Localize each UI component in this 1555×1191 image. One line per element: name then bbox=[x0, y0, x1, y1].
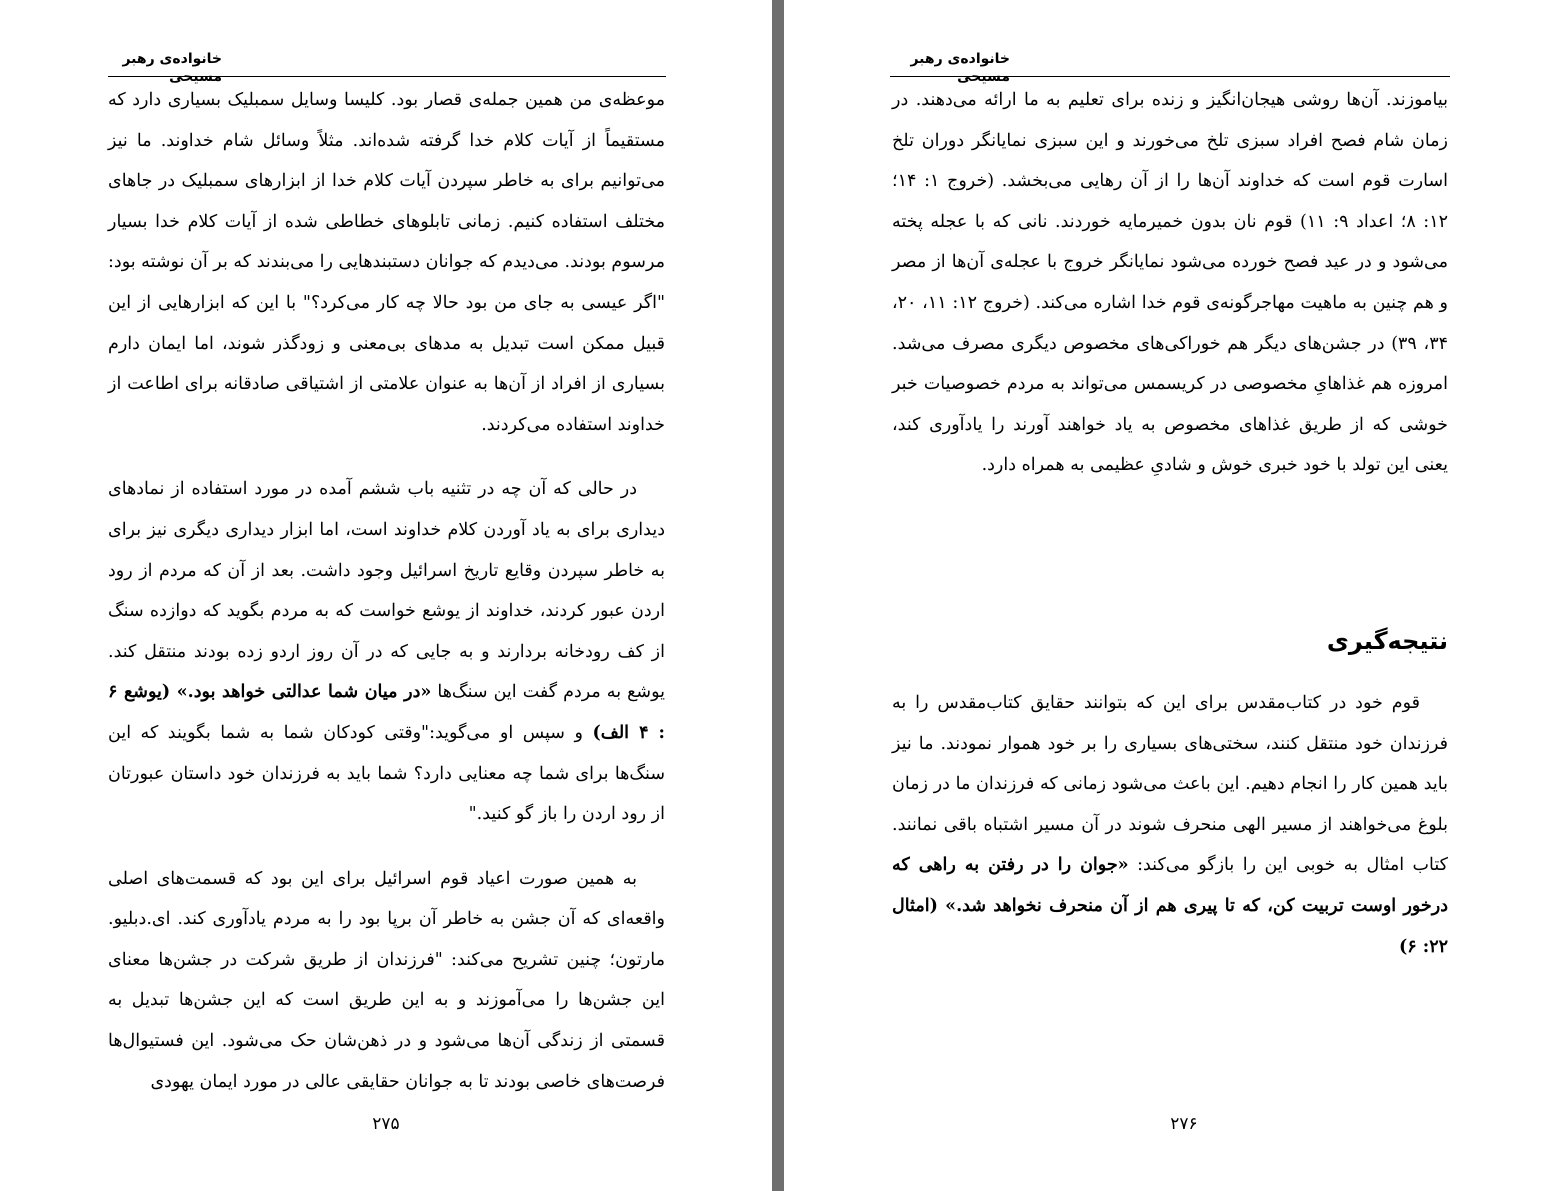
left-running-head: خانواده‌ی رهبر مسیحی bbox=[122, 51, 222, 85]
left-paragraph-2-end: و سپس او می‌گوید:"وقتی کودکان شما به شما بگویند که این سنگ‌ها برای شما چه معنایی دارد؟ شما باید به فرزندان خود داستان عبورتان از رود اردن را باز گو کنید." bbox=[108, 722, 665, 825]
left-header-rule bbox=[108, 76, 666, 77]
right-running-head: خانواده‌ی رهبر مسیحی bbox=[910, 51, 1010, 85]
left-paragraph-2-start: در حالی که آن چه در تثنیه باب ششم آمده در مورد استفاده از نمادهای دیداری برای به یاد آوردن کلام خداوند است، اما ابزار دیداری دیگری نیز برای به خاطر سپردن وقایع تاریخ اسرائیل وجود داشت. بعد از آن که مردم از رود اردن عبور کردند، خداوند از یوشع خواست که به مردم بگوید که دوازده سنگ از کف رودخانه بردارند و به جایی که در آن روز اردو زده بودند منتقل کند. یوشع به مردم گفت این سنگ‌ها bbox=[108, 479, 666, 703]
page-gutter bbox=[772, 0, 784, 1191]
right-page-number: ۲۷۶ bbox=[1170, 1114, 1198, 1134]
left-paragraph-2-quote: «در میان شما عدالتی خواهد بود.» (یوشع ۶ : ۴ الف) bbox=[108, 682, 665, 743]
left-page bbox=[0, 0, 772, 1191]
right-header-rule bbox=[890, 76, 1450, 77]
right-conclusion-quote: «جوان را در رفتن به راهی که درخور اوست تربیت کن، که تا پیری هم از آن منحرف نخواهد شد.» (امثال ۲۲: ۶) bbox=[892, 855, 1448, 957]
left-paragraph-1: موعظه‌ی من همین جمله‌ی قصار بود. کلیسا وسایل سمبلیک بسیاری دارد که مستقیماً از آیات کلام خدا گرفته شده‌اند. مثلاً وسائل شام خداوند. ما نیز می‌توانیم برای به خاطر سپردن آیات کلام خدا از ابزارهای سمبلیک در جاهای مختلف استفاده کنیم. زمانی تابلوهای خطاطی شده از آیات کلام خدا بسیار مرسوم بودند. می‌دیدم که جوانان دستبندهایی را می‌بندند که بر آن نوشته بود: "اگر عیسی به جای من بود حالا چه کار می‌کرد؟" با این که ابزارهایی از این قبیل ممکن است تبدیل به مدهای بی‌معنی و زودگذر شوند، اما ایمان دارم بسیاری از افراد از آن‌ها به عنوان علامتی از اشتیاقی صادقانه برای اطاعت از خداوند استفاده می‌کردند. bbox=[108, 90, 665, 435]
right-page bbox=[784, 0, 1555, 1191]
left-paragraph-3: به همین صورت اعیاد قوم اسرائیل برای این بود که قسمت‌های اصلی واقعه‌ای که آن جشن به خاطر آن برپا بود را به مردم یادآوری کند. ای.دبلیو. مارتون؛ چنین تشریح می‌کند: "فرزندان از طریق شرکت در جشن‌ها معنای این جشن‌ها را می‌آموزند و به این طریق است که این جشن‌ها تبدیل به قسمتی از زندگی آن‌ها می‌شود و در ذهن‌شان حک می‌شود. این فستیوال‌ها فرصت‌های خاصی بودند تا به جوانان حقایقی عالی در مورد ایمان یهودی bbox=[108, 868, 665, 1092]
right-conclusion-start: قوم خود در کتاب‌مقدس برای این که بتوانند حقایق کتاب‌مقدس را به فرزندان خود منتقل کنند، سختی‌های بسیاری را بر خود هموار نمودند. ما نیز باید همین کار را انجام دهیم. این باعث می‌شود زمانی که فرزندان ما در زمان بلوغ می‌خواهند از مسیر الهی منحرف شوند در آن مسیر اشتباه باقی نمانند. کتاب امثال به خوبی این را بازگو می‌کند: bbox=[892, 693, 1448, 876]
section-heading-conclusion: نتیجه‌گیری bbox=[1326, 627, 1448, 655]
right-page-body bbox=[892, 80, 1448, 486]
right-conclusion-paragraph bbox=[892, 683, 1448, 967]
right-conclusion-body bbox=[892, 683, 1448, 967]
left-page-number: ۲۷۵ bbox=[372, 1114, 400, 1134]
left-page-body bbox=[108, 80, 665, 1102]
right-paragraph-1: بیاموزند. آن‌ها روشی هیجان‌انگیز و زنده برای تعلیم به ما ارائه می‌دهند. در زمان شام فصح افراد سبزی تلخ می‌خورند و این سبزی نمایانگر دوران تلخ اسارت قوم است که خداوند آن‌ها را از آن رهایی می‌بخشد. (خروج ۱: ۱۴؛ ۱۲: ۸؛ اعداد ۹: ۱۱) قوم نان بدون خمیرمایه خوردند. نانی که با عجله پخته می‌شود و در عید فصح خورده می‌شود نمایانگر خروج با عجله‌ی آن‌ها از مصر و هم چنین به ماهیت مهاجرگونه‌ی قوم خدا اشاره می‌کند. (خروج ۱۲: ۱۱، ۲۰، ۳۴، ۳۹) در جشن‌های دیگر هم خوراکی‌های مخصوص دیگری مصرف می‌شد. امروزه هم غذاهایِ مخصوصی در کریسمس می‌تواند به مردم خصوصیات خبر خوشی که از طریق غذاهای مخصوص به یاد خواهند آورند را یادآوری کند، یعنی این تولد با خود خبری خوش و شادیِ عظیمی به همراه دارد. bbox=[892, 90, 1449, 476]
left-paragraph-2 bbox=[108, 469, 665, 834]
